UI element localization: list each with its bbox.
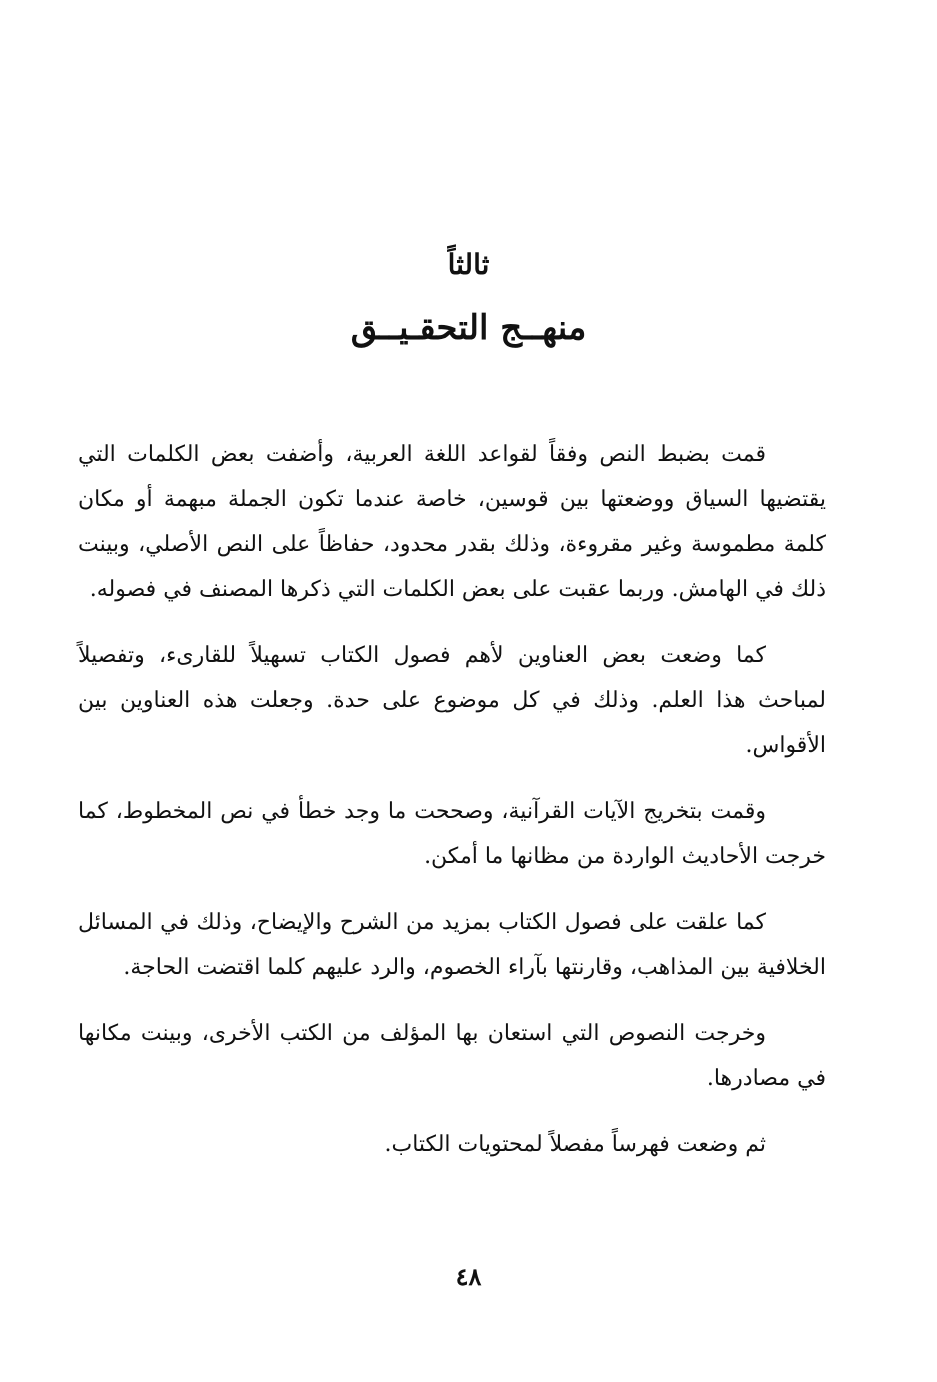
section-number-heading: ثالثاً	[447, 248, 490, 281]
paragraph-4: كما علقت على فصول الكتاب بمزيد من الشرح والإيضاح، وذلك في المسائل الخلافية بين المذاهب، وقارنتها بآراء الخصوم، والرد عليهم كلما اقتضت الحاجة.	[78, 910, 826, 980]
body-text	[78, 432, 826, 1167]
paragraph-1: قمت بضبط النص وفقاً لقواعد اللغة العربية، وأضفت بعض الكلمات التي يقتضيها السياق ووضعتها بين قوسين، خاصة عندما تكون الجملة مبهمة أو مكان كلمة مطموسة وغير مقروءة، وذلك بقدر محدود، حفاظاً على النص الأصلي، وبينت ذلك في الهامش. وربما عقبت على بعض الكلمات التي ذكرها المصنف في فصوله.	[78, 442, 826, 602]
paragraph-6: ثم وضعت فهرساً مفصلاً لمحتويات الكتاب.	[384, 1132, 766, 1157]
page-title: منهــج التحقـيــق	[350, 308, 587, 348]
paragraph-3: وقمت بتخريج الآيات القرآنية، وصححت ما وجد خطأ في نص المخطوط، كما خرجت الأحاديث الواردة من مظانها ما أمكن.	[78, 799, 826, 869]
paragraph-5: وخرجت النصوص التي استعان بها المؤلف من الكتب الأخرى، وبينت مكانها في مصادرها.	[78, 1021, 826, 1091]
paragraph-2: كما وضعت بعض العناوين لأهم فصول الكتاب تسهيلاً للقارىء، وتفصيلاً لمباحث هذا العلم. وذلك في كل موضوع على حدة. وجعلت هذه العناوين بين الأقواس.	[78, 643, 826, 758]
page-number: ٤٨	[455, 1262, 482, 1291]
